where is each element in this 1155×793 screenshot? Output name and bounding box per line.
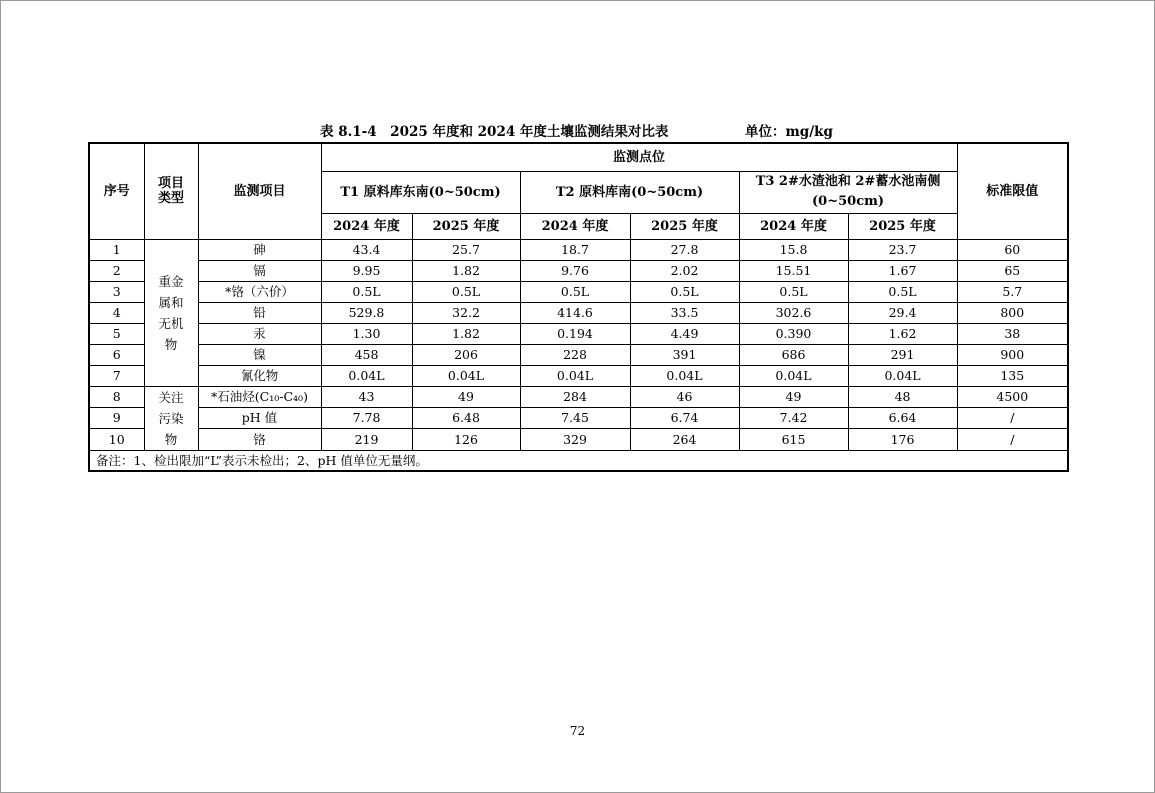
cell-limit: 4500 bbox=[957, 386, 1068, 407]
table-row bbox=[89, 239, 1068, 260]
header-t1-2024: 2024 年度 bbox=[321, 213, 412, 239]
cell-value: 43 bbox=[321, 386, 412, 407]
table-row bbox=[89, 386, 1068, 407]
cell-limit: 65 bbox=[957, 260, 1068, 281]
table-row bbox=[89, 302, 1068, 323]
cell-value: 219 bbox=[321, 429, 412, 450]
cell-no: 10 bbox=[89, 429, 144, 450]
cell-no: 5 bbox=[89, 323, 144, 344]
cell-item: 氰化物 bbox=[198, 365, 321, 386]
cell-item: *铬（六价） bbox=[198, 281, 321, 302]
header-category: 项目类型 bbox=[144, 143, 198, 239]
cell-value: 0.5L bbox=[739, 281, 848, 302]
cell-value: 2.02 bbox=[630, 260, 739, 281]
table-note-row bbox=[89, 450, 1068, 471]
header-standard: 标准限值 bbox=[957, 143, 1068, 239]
cell-value: 15.8 bbox=[739, 239, 848, 260]
cell-value: 27.8 bbox=[630, 239, 739, 260]
cell-item: 镍 bbox=[198, 344, 321, 365]
cell-item: 砷 bbox=[198, 239, 321, 260]
cell-value: 0.5L bbox=[848, 281, 957, 302]
cell-limit: / bbox=[957, 429, 1068, 450]
cell-limit: / bbox=[957, 407, 1068, 428]
header-t3-2024: 2024 年度 bbox=[739, 213, 848, 239]
cell-value: 43.4 bbox=[321, 239, 412, 260]
cell-value: 391 bbox=[630, 344, 739, 365]
cell-value: 7.45 bbox=[520, 407, 630, 428]
cell-value: 32.2 bbox=[412, 302, 520, 323]
cell-value: 0.04L bbox=[520, 365, 630, 386]
cell-value: 7.78 bbox=[321, 407, 412, 428]
cell-item: 汞 bbox=[198, 323, 321, 344]
cell-value: 0.04L bbox=[630, 365, 739, 386]
cell-value: 0.5L bbox=[520, 281, 630, 302]
cell-value: 126 bbox=[412, 429, 520, 450]
cell-value: 0.04L bbox=[848, 365, 957, 386]
cell-value: 0.04L bbox=[321, 365, 412, 386]
cell-value: 6.64 bbox=[848, 407, 957, 428]
cell-value: 0.194 bbox=[520, 323, 630, 344]
cell-item: 镉 bbox=[198, 260, 321, 281]
cell-value: 615 bbox=[739, 429, 848, 450]
cell-value: 1.62 bbox=[848, 323, 957, 344]
cell-limit: 135 bbox=[957, 365, 1068, 386]
cell-value: 1.67 bbox=[848, 260, 957, 281]
cell-no: 2 bbox=[89, 260, 144, 281]
cell-value: 264 bbox=[630, 429, 739, 450]
soil-monitoring-table bbox=[88, 142, 1069, 472]
cell-limit: 900 bbox=[957, 344, 1068, 365]
header-t1: T1 原料库东南(0~50cm) bbox=[321, 171, 520, 213]
cell-value: 48 bbox=[848, 386, 957, 407]
cell-value: 0.390 bbox=[739, 323, 848, 344]
cell-value: 228 bbox=[520, 344, 630, 365]
table-row bbox=[89, 323, 1068, 344]
cell-value: 206 bbox=[412, 344, 520, 365]
cell-value: 329 bbox=[520, 429, 630, 450]
cell-no: 8 bbox=[89, 386, 144, 407]
cell-value: 291 bbox=[848, 344, 957, 365]
cell-value: 7.42 bbox=[739, 407, 848, 428]
cell-no: 1 bbox=[89, 239, 144, 260]
header-t3: T3 2#水渣池和 2#蓄水池南侧 (0~50cm) bbox=[739, 171, 957, 213]
cell-value: 46 bbox=[630, 386, 739, 407]
cell-value: 458 bbox=[321, 344, 412, 365]
cell-limit: 5.7 bbox=[957, 281, 1068, 302]
table-title: 表 8.1-4 2025 年度和 2024 年度土壤监测结果对比表 bbox=[320, 124, 669, 140]
cell-limit: 60 bbox=[957, 239, 1068, 260]
cell-value: 23.7 bbox=[848, 239, 957, 260]
cell-value: 49 bbox=[412, 386, 520, 407]
cell-value: 0.5L bbox=[412, 281, 520, 302]
cell-no: 4 bbox=[89, 302, 144, 323]
cell-value: 6.74 bbox=[630, 407, 739, 428]
cell-value: 25.7 bbox=[412, 239, 520, 260]
category-concern: 关注 污染 物 bbox=[144, 386, 198, 450]
table-row bbox=[89, 365, 1068, 386]
cell-value: 0.04L bbox=[412, 365, 520, 386]
cell-value: 529.8 bbox=[321, 302, 412, 323]
table-row bbox=[89, 281, 1068, 302]
cell-value: 414.6 bbox=[520, 302, 630, 323]
cell-limit: 800 bbox=[957, 302, 1068, 323]
cell-value: 9.95 bbox=[321, 260, 412, 281]
cell-value: 49 bbox=[739, 386, 848, 407]
cell-value: 6.48 bbox=[412, 407, 520, 428]
cell-value: 0.04L bbox=[739, 365, 848, 386]
cell-no: 7 bbox=[89, 365, 144, 386]
cell-value: 1.30 bbox=[321, 323, 412, 344]
cell-no: 3 bbox=[89, 281, 144, 302]
cell-value: 18.7 bbox=[520, 239, 630, 260]
table-note: 备注：1、检出限加“L”表示未检出；2、pH 值单位无量纲。 bbox=[89, 450, 1068, 471]
cell-value: 29.4 bbox=[848, 302, 957, 323]
cell-value: 0.5L bbox=[321, 281, 412, 302]
cell-value: 176 bbox=[848, 429, 957, 450]
cell-item: 铬 bbox=[198, 429, 321, 450]
cell-value: 302.6 bbox=[739, 302, 848, 323]
table-caption bbox=[0, 122, 1155, 142]
cell-item: *石油烃(C₁₀-C₄₀) bbox=[198, 386, 321, 407]
header-t2-2025: 2025 年度 bbox=[630, 213, 739, 239]
category-heavy-metal: 重金 属和 无机 物 bbox=[144, 239, 198, 386]
header-t2: T2 原料库南(0~50cm) bbox=[520, 171, 739, 213]
cell-value: 284 bbox=[520, 386, 630, 407]
header-seq: 序号 bbox=[89, 143, 144, 239]
table-unit: 单位：mg/kg bbox=[745, 124, 833, 140]
cell-item: pH 值 bbox=[198, 407, 321, 428]
header-t1-2025: 2025 年度 bbox=[412, 213, 520, 239]
header-item: 监测项目 bbox=[198, 143, 321, 239]
cell-no: 6 bbox=[89, 344, 144, 365]
table-row bbox=[89, 429, 1068, 450]
table-row bbox=[89, 260, 1068, 281]
cell-limit: 38 bbox=[957, 323, 1068, 344]
cell-no: 9 bbox=[89, 407, 144, 428]
table-row bbox=[89, 407, 1068, 428]
page-number: 72 bbox=[569, 724, 586, 738]
cell-value: 15.51 bbox=[739, 260, 848, 281]
cell-item: 铅 bbox=[198, 302, 321, 323]
cell-value: 686 bbox=[739, 344, 848, 365]
cell-value: 9.76 bbox=[520, 260, 630, 281]
cell-value: 4.49 bbox=[630, 323, 739, 344]
header-t3-2025: 2025 年度 bbox=[848, 213, 957, 239]
table-row bbox=[89, 344, 1068, 365]
header-t2-2024: 2024 年度 bbox=[520, 213, 630, 239]
cell-value: 33.5 bbox=[630, 302, 739, 323]
header-points: 监测点位 bbox=[321, 143, 957, 171]
cell-value: 1.82 bbox=[412, 260, 520, 281]
cell-value: 0.5L bbox=[630, 281, 739, 302]
cell-value: 1.82 bbox=[412, 323, 520, 344]
